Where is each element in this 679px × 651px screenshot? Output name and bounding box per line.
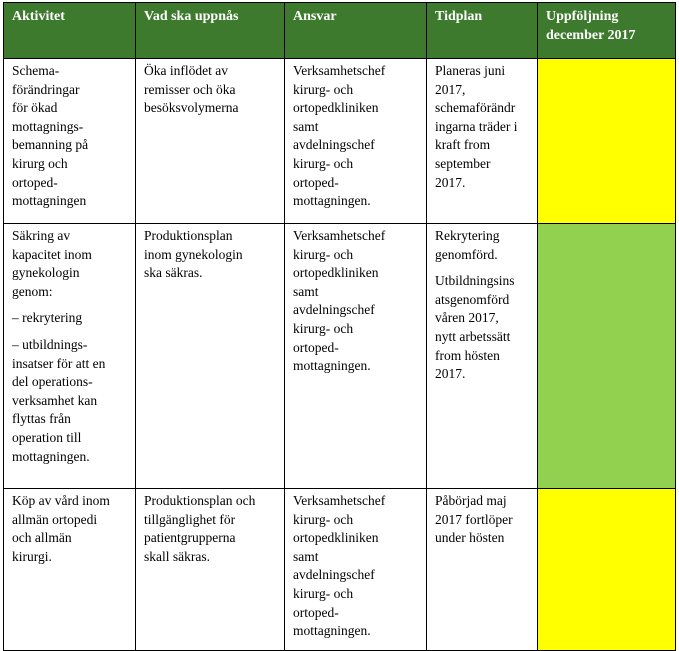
text-line: kirurg- och <box>293 320 354 336</box>
cell-uppfoljning-status <box>538 489 676 651</box>
text-line: verksamhet kan <box>12 392 98 408</box>
text-line: schemaförändr <box>435 100 516 116</box>
text-line: besöksvolymerna <box>144 100 239 116</box>
text-line: Öka inflödet av <box>144 63 228 78</box>
header-uppfoljning-line1: Uppföljning <box>546 9 619 24</box>
cell-tidplan <box>427 224 538 489</box>
text-line: Verksamhetschef <box>293 63 386 78</box>
text-line: kirurg- och <box>293 511 354 527</box>
text-line: ortopedkliniken <box>293 265 379 281</box>
header-vad-ska-uppnas: Vad ska uppnås <box>136 3 285 59</box>
text-line: kapacitet inom <box>12 246 92 262</box>
cell-tidplan <box>427 59 538 224</box>
text-line: bemanning på <box>12 137 89 153</box>
text-line: avdelningschef <box>293 302 375 318</box>
cell-aktivitet <box>4 224 136 489</box>
cell-vad-ska-uppnas <box>136 59 285 224</box>
text-line: kirurgi. <box>12 548 52 564</box>
text-line: mottagningen. <box>293 358 371 374</box>
text-line: kraft from <box>435 137 491 153</box>
text-line: mottagningen. <box>293 623 371 639</box>
text-line: 2017. <box>435 366 466 382</box>
text-line: ortoped- <box>293 604 339 620</box>
text-line: ortopedkliniken <box>293 530 379 546</box>
text-line: våren 2017, <box>435 310 499 326</box>
text-line: samt <box>293 283 319 299</box>
action-plan-table <box>3 2 676 651</box>
text-line: mottagningen. <box>12 448 90 464</box>
text-line: 2017. <box>435 174 466 190</box>
text-line: samt <box>293 548 319 564</box>
text-line: ortoped- <box>293 339 339 355</box>
text-line: ortoped- <box>293 174 339 190</box>
text-line: Produktionsplan <box>144 228 233 243</box>
header-aktivitet: Aktivitet <box>4 3 136 59</box>
text-line: skall säkras. <box>144 548 210 564</box>
text-line: del operations- <box>12 374 93 390</box>
header-tidplan: Tidplan <box>427 3 538 59</box>
text-line: gynekologin <box>12 265 80 281</box>
text-line: kirurg- och <box>293 81 354 97</box>
text-line: avdelningschef <box>293 567 375 583</box>
text-line: – rekrytering <box>12 310 83 326</box>
text-line: insatser för att en <box>12 355 106 371</box>
table-row <box>4 59 676 224</box>
text-line: samt <box>293 118 319 134</box>
text-line: för ökad <box>12 100 58 116</box>
text-line: Rekrytering <box>435 228 500 243</box>
text-line: ortopedkliniken <box>293 100 379 116</box>
text-line: allmän ortopedi <box>12 511 98 527</box>
header-ansvar: Ansvar <box>285 3 427 59</box>
text-line: under hösten <box>435 530 505 546</box>
cell-ansvar <box>285 59 427 224</box>
text-line: ingarna träder i <box>435 118 518 134</box>
text-line: mottagningen. <box>293 193 371 209</box>
cell-ansvar <box>285 489 427 651</box>
text-line: tillgänglighet för <box>144 511 236 527</box>
table-row <box>4 224 676 489</box>
text-line: 2017, <box>435 81 466 97</box>
header-uppfoljning-line2: december 2017 <box>546 27 636 43</box>
text-line: Verksamhetschef <box>293 493 386 508</box>
table-row <box>4 489 676 651</box>
cell-aktivitet <box>4 59 136 224</box>
text-line: ortoped- <box>12 174 58 190</box>
header-row <box>4 3 676 59</box>
text-line: kirurg- och <box>293 585 354 601</box>
text-line: from hösten <box>435 347 500 363</box>
text-line: avdelningschef <box>293 137 375 153</box>
text-line: Påbörjad maj <box>435 493 507 508</box>
text-line: förändringar <box>12 81 80 97</box>
cell-vad-ska-uppnas <box>136 224 285 489</box>
text-line: kirurg- och <box>293 155 354 171</box>
cell-ansvar <box>285 224 427 489</box>
text-line: flyttas från <box>12 411 71 427</box>
cell-uppfoljning-status <box>538 59 676 224</box>
text-line: och allmän <box>12 530 72 546</box>
text-line: 2017 fortlöper <box>435 511 513 527</box>
text-line: Utbildningsins <box>435 273 515 289</box>
cell-aktivitet <box>4 489 136 651</box>
text-line: operation till <box>12 429 82 445</box>
text-line: ska säkras. <box>144 265 203 281</box>
text-line: Planeras juni <box>435 63 506 78</box>
cell-vad-ska-uppnas <box>136 489 285 651</box>
text-line: nytt arbetssätt <box>435 328 511 344</box>
text-line: Köp av vård inom <box>12 493 110 508</box>
text-line: Schema- <box>12 63 60 78</box>
text-line: genom: <box>12 283 53 299</box>
text-line: Produktionsplan och <box>144 493 256 508</box>
header-uppfoljning <box>538 3 676 59</box>
cell-tidplan <box>427 489 538 651</box>
text-line: kirurg- och <box>293 246 354 262</box>
cell-uppfoljning-status <box>538 224 676 489</box>
text-line: atsgenomförd <box>435 291 510 307</box>
text-line: september <box>435 155 491 171</box>
text-line: kirurg och <box>12 155 68 171</box>
text-line: genomförd. <box>435 246 498 262</box>
text-line: Säkring av <box>12 228 71 243</box>
text-line: inom gynekologin <box>144 246 243 262</box>
text-line: mottagningen <box>12 193 87 209</box>
text-line: patientgrupperna <box>144 530 236 546</box>
text-line: Verksamhetschef <box>293 228 386 243</box>
text-line: mottagnings- <box>12 118 84 134</box>
text-line: remisser och öka <box>144 81 236 97</box>
text-line: – utbildnings- <box>12 336 88 352</box>
